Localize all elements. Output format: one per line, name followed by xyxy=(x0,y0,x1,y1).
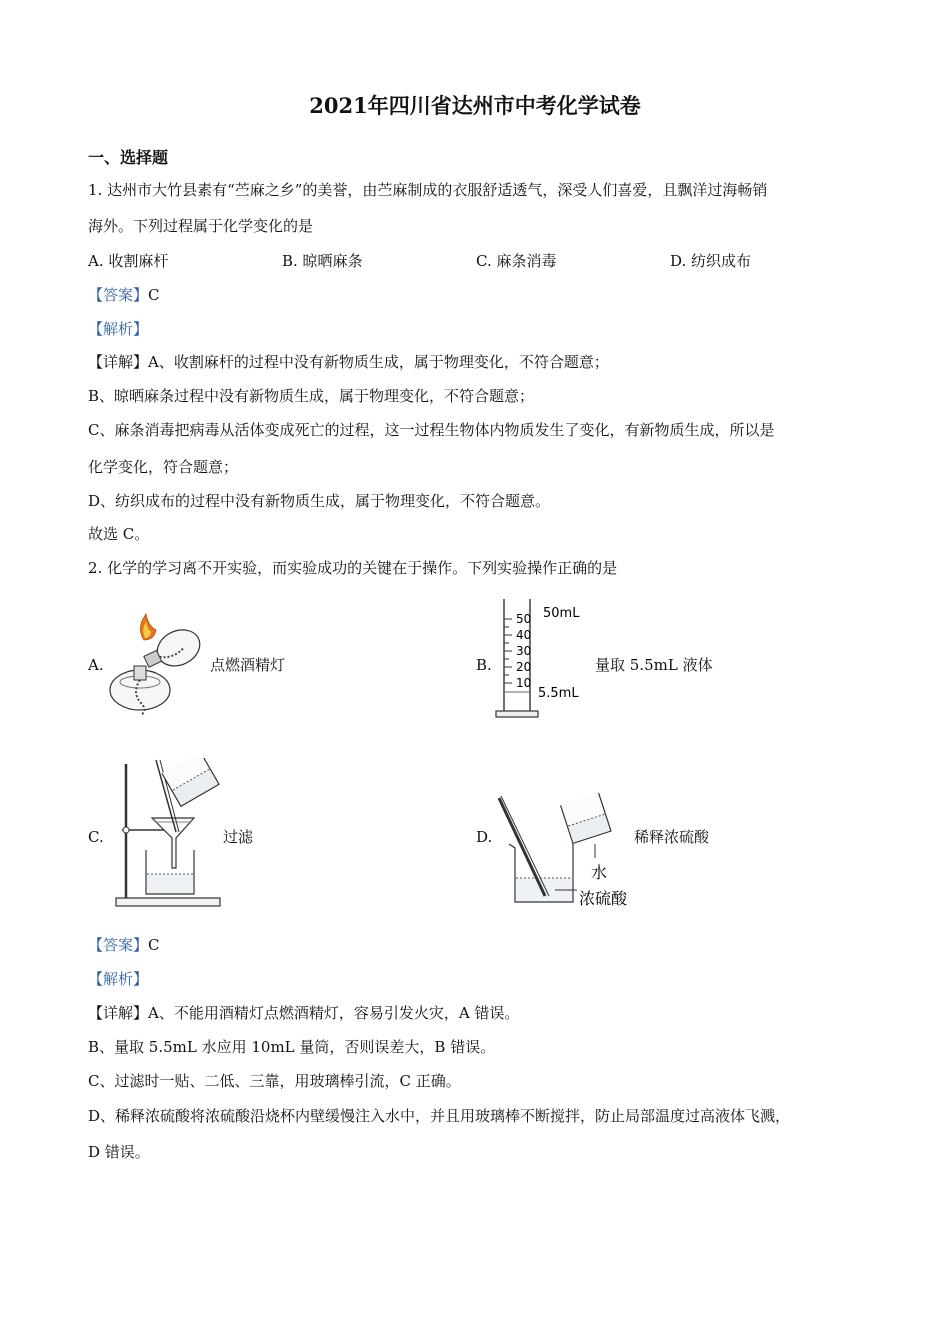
q2-detail-1: 【详解】A、不能用酒精灯点燃酒精灯，容易引发火灾，A 错误。 xyxy=(88,1004,520,1022)
dilute-sulfuric-acid-image xyxy=(495,792,640,910)
q1-detail-2: B、晾晒麻条过程中没有新物质生成，属于物理变化，不符合题意； xyxy=(88,387,535,405)
q2-option-d-caption: 稀释浓硫酸 xyxy=(634,828,710,846)
q2-answer xyxy=(88,935,160,955)
q2-option-a-letter: A. xyxy=(88,656,104,674)
q1-detail-5: D、纺织成布的过程中没有新物质生成，属于物理变化，不符合题意。 xyxy=(88,492,551,510)
q1-detail-3: C、麻条消毒把病毒从活体变成死亡的过程，这一过程生物体内物质发生了变化，有新物质生成，所以是 xyxy=(88,421,775,439)
q1-detail-4: 化学变化，符合题意； xyxy=(88,458,239,476)
measuring-cylinder-image xyxy=(490,597,590,719)
answer-label: 【答案】 xyxy=(88,936,149,954)
scale-label-40: 40 xyxy=(516,628,532,642)
scale-label-50: 50 xyxy=(516,612,532,626)
q2-option-a-caption: 点燃酒精灯 xyxy=(210,656,286,674)
q2-option-d-letter: D. xyxy=(476,828,493,846)
q1-option-c: C. 麻条消毒 xyxy=(476,252,557,270)
q2-detail-2: B、量取 5.5mL 水应用 10mL 量筒，否则误差大，B 错误。 xyxy=(88,1038,496,1056)
q1-detail-1: 【详解】A、收割麻杆的过程中没有新物质生成，属于物理变化，不符合题意； xyxy=(88,353,609,371)
q2-option-b-caption: 量取 5.5mL 液体 xyxy=(595,656,713,674)
q1-option-a: A. 收割麻杆 xyxy=(88,252,169,270)
label-concentrated-acid: 浓硫酸 xyxy=(579,889,628,908)
scale-label-30: 30 xyxy=(516,644,532,658)
scale-label-20: 20 xyxy=(516,660,532,674)
q2-stem: 2. 化学的学习离不开实验，而实验成功的关键在于操作。下列实验操作正确的是 xyxy=(88,559,618,577)
cylinder-bottom-label: 5.5mL xyxy=(538,686,579,701)
q1-option-b: B. 晾晒麻条 xyxy=(282,252,363,270)
filtration-setup-image xyxy=(112,758,222,910)
label-water: 水 xyxy=(591,863,608,882)
answer-value: C xyxy=(148,286,160,304)
q1-stem-line1: 1. 达州市大竹县素有“苎麻之乡”的美誉，由苎麻制成的衣服舒适透气，深受人们喜爱，且飘洋过海畅销 xyxy=(88,181,768,199)
q1-detail-6: 故选 C。 xyxy=(88,525,150,543)
q2-detail-4: D、稀释浓硫酸将浓硫酸沿烧杯内壁缓慢注入水中，并且用玻璃棒不断搅拌，防止局部温度过高液体飞溅， xyxy=(88,1107,791,1125)
q2-analysis-label: 【解析】 xyxy=(88,970,149,988)
alcohol-lamp-lighting-image xyxy=(104,610,214,720)
answer-label: 【答案】 xyxy=(88,286,149,304)
section-heading: 一、选择题 xyxy=(88,148,169,167)
q2-option-b-letter: B. xyxy=(476,656,492,674)
q1-option-d: D. 纺织成布 xyxy=(670,252,752,270)
q1-analysis-label: 【解析】 xyxy=(88,320,149,338)
cylinder-top-label: 50mL xyxy=(543,606,580,621)
q2-option-c-caption: 过滤 xyxy=(223,828,254,846)
answer-value: C xyxy=(148,936,160,954)
q1-answer xyxy=(88,285,160,305)
q2-detail-5: D 错误。 xyxy=(88,1143,150,1161)
q2-option-c-letter: C. xyxy=(88,828,104,846)
page-title: 2021年四川省达州市中考化学试卷 xyxy=(309,93,641,118)
q1-stem-line2: 海外。下列过程属于化学变化的是 xyxy=(88,217,314,235)
q2-detail-3: C、过滤时一贴、二低、三靠，用玻璃棒引流，C 正确。 xyxy=(88,1072,461,1090)
scale-label-10: 10 xyxy=(516,676,532,690)
